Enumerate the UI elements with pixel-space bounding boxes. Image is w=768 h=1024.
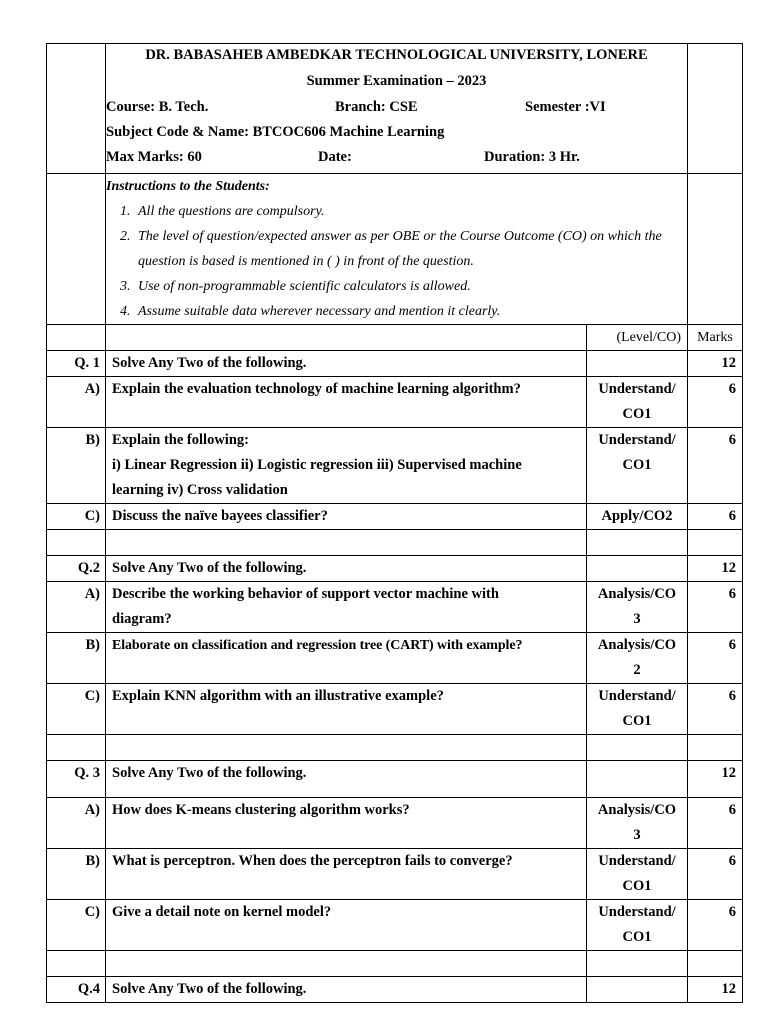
question-title: Solve Any Two of the following. bbox=[106, 351, 587, 377]
university-name: DR. BABASAHEB AMBEDKAR TECHNOLOGICAL UNIVERSITY, LONERE bbox=[145, 47, 648, 63]
subquestion-label: B) bbox=[47, 849, 106, 900]
subquestion-label: A) bbox=[47, 798, 106, 849]
subquestion-label: B) bbox=[47, 428, 106, 504]
subquestion-text: Discuss the naïve bayees classifier? bbox=[106, 504, 587, 530]
subquestion-row bbox=[47, 849, 743, 900]
subquestion-row bbox=[47, 504, 743, 530]
subquestion-text: Elaborate on classification and regression tree (CART) with example? bbox=[106, 633, 587, 684]
instruction-item: 4. Assume suitable data wherever necessary and mention it clearly. bbox=[134, 299, 687, 324]
subquestion-text: Explain the following: i) Linear Regression ii) Logistic regression iii) Supervised machine learning iv) Cross validation bbox=[106, 428, 587, 504]
paper-header bbox=[106, 44, 688, 174]
level-co: Analysis/CO 2 bbox=[587, 633, 688, 684]
subquestion-label: A) bbox=[47, 582, 106, 633]
subquestion-row bbox=[47, 377, 743, 428]
spacer-row bbox=[47, 735, 743, 761]
subquestion-marks: 6 bbox=[688, 504, 743, 530]
max-marks: Max Marks: 60 bbox=[106, 149, 202, 165]
subquestion-marks: 6 bbox=[688, 684, 743, 735]
level-co: Apply/CO2 bbox=[587, 504, 688, 530]
subquestion-text: Describe the working behavior of support vector machine with diagram? bbox=[106, 582, 587, 633]
question-row bbox=[47, 351, 743, 377]
subquestion-marks: 6 bbox=[688, 428, 743, 504]
date: Date: bbox=[318, 149, 352, 165]
question-row bbox=[47, 977, 743, 1003]
question-number: Q. 1 bbox=[47, 351, 106, 377]
exam-paper-table bbox=[46, 43, 743, 1003]
duration: Duration: 3 Hr. bbox=[484, 149, 580, 165]
branch: Branch: CSE bbox=[335, 99, 418, 115]
level-co: Understand/ CO1 bbox=[587, 428, 688, 504]
exam-name: Summer Examination – 2023 bbox=[306, 73, 487, 89]
question-row bbox=[47, 761, 743, 798]
question-title: Solve Any Two of the following. bbox=[106, 977, 587, 1003]
subquestion-label: C) bbox=[47, 684, 106, 735]
subquestion-row bbox=[47, 900, 743, 951]
subject-row bbox=[106, 123, 687, 148]
subquestion-marks: 6 bbox=[688, 377, 743, 428]
subquestion-row bbox=[47, 582, 743, 633]
question-number: Q.4 bbox=[47, 977, 106, 1003]
instructions-list bbox=[106, 199, 687, 324]
question-number: Q. 3 bbox=[47, 761, 106, 798]
question-marks: 12 bbox=[688, 761, 743, 798]
course-row bbox=[106, 98, 687, 123]
subquestion-text: Explain the evaluation technology of machine learning algorithm? bbox=[106, 377, 587, 428]
spacer-row bbox=[47, 530, 743, 556]
marks-header: Marks bbox=[688, 325, 743, 351]
level-co: Analysis/CO 3 bbox=[587, 582, 688, 633]
question-marks: 12 bbox=[688, 351, 743, 377]
instruction-item: 2. The level of question/expected answer as per OBE or the Course Outcome (CO) on which the question is based is mentioned in ( ) in front of the question. bbox=[134, 224, 687, 274]
level-co-header: (Level/CO) bbox=[587, 325, 688, 351]
subquestion-marks: 6 bbox=[688, 582, 743, 633]
subquestion-label: A) bbox=[47, 377, 106, 428]
instruction-item: 1. All the questions are compulsory. bbox=[134, 199, 687, 224]
subquestion-row bbox=[47, 798, 743, 849]
question-row bbox=[47, 556, 743, 582]
subquestion-text: How does K-means clustering algorithm works? bbox=[106, 798, 587, 849]
level-co: Understand/ CO1 bbox=[587, 849, 688, 900]
question-marks: 12 bbox=[688, 977, 743, 1003]
marks-row bbox=[106, 148, 687, 173]
level-co: Understand/ CO1 bbox=[587, 684, 688, 735]
subquestion-marks: 6 bbox=[688, 798, 743, 849]
instructions bbox=[106, 174, 688, 325]
question-marks: 12 bbox=[688, 556, 743, 582]
question-title: Solve Any Two of the following. bbox=[106, 761, 587, 798]
header-row bbox=[47, 44, 743, 174]
instructions-title: Instructions to the Students: bbox=[106, 179, 270, 194]
spacer-row bbox=[47, 951, 743, 977]
subquestion-row bbox=[47, 633, 743, 684]
subquestion-marks: 6 bbox=[688, 633, 743, 684]
subquestion-text: Give a detail note on kernel model? bbox=[106, 900, 587, 951]
subquestion-text: What is perceptron. When does the perceptron fails to converge? bbox=[106, 849, 587, 900]
subquestion-label: C) bbox=[47, 504, 106, 530]
subquestion-row bbox=[47, 684, 743, 735]
subquestion-marks: 6 bbox=[688, 900, 743, 951]
subject: Subject Code & Name: BTCOC606 Machine Learning bbox=[106, 124, 445, 140]
semester: Semester :VI bbox=[525, 99, 606, 115]
course: Course: B. Tech. bbox=[106, 99, 209, 115]
subquestion-text: Explain KNN algorithm with an illustrative example? bbox=[106, 684, 587, 735]
subquestion-row bbox=[47, 428, 743, 504]
question-title: Solve Any Two of the following. bbox=[106, 556, 587, 582]
question-number: Q.2 bbox=[47, 556, 106, 582]
subquestion-marks: 6 bbox=[688, 849, 743, 900]
subquestion-label: C) bbox=[47, 900, 106, 951]
instruction-item: 3. Use of non-programmable scientific calculators is allowed. bbox=[134, 274, 687, 299]
level-co: Understand/ CO1 bbox=[587, 900, 688, 951]
instructions-row bbox=[47, 174, 743, 325]
level-co: Understand/ CO1 bbox=[587, 377, 688, 428]
level-co: Analysis/CO 3 bbox=[587, 798, 688, 849]
column-header-row bbox=[47, 325, 743, 351]
subquestion-label: B) bbox=[47, 633, 106, 684]
